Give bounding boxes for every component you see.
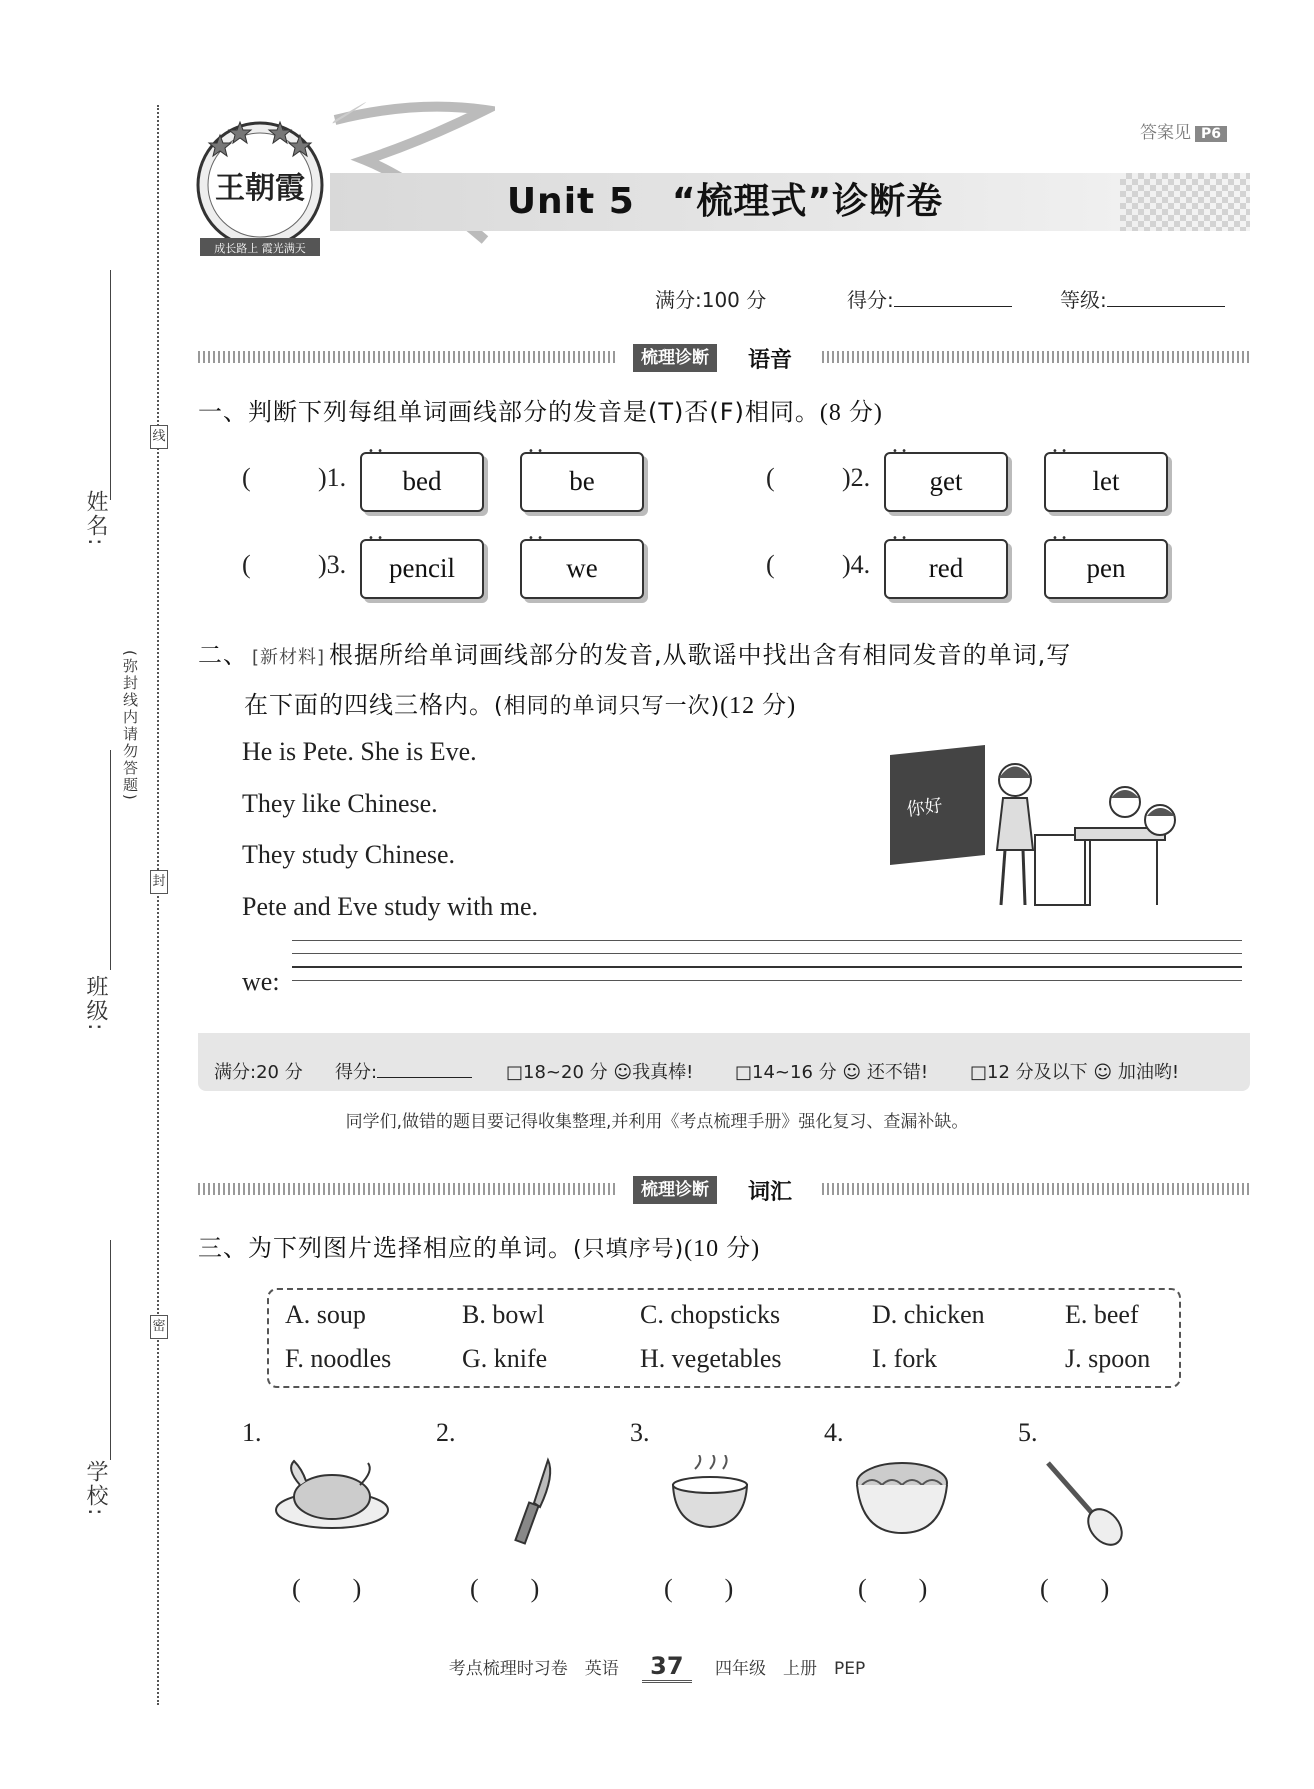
- option: H. vegetables: [640, 1344, 782, 1373]
- footer-left: 考点梳理时习卷 英语: [448, 1659, 619, 1679]
- answer-reference: 答案见 P6: [1140, 118, 1227, 143]
- seal-char-feng: 封: [150, 870, 168, 894]
- answer-blank-3[interactable]: ( ): [664, 1574, 734, 1603]
- q1-item3-answer[interactable]: (: [242, 550, 251, 579]
- soup-bowl-icon: [665, 1455, 755, 1535]
- word-card: • • be: [520, 452, 644, 512]
- q2-heading: 二、 [新材料] 根据所给单词画线部分的发音,从歌谣中找出含有相同发音的单词,写: [198, 641, 1072, 669]
- page-number: 37: [642, 1652, 691, 1683]
- q1-item4-num: )4.: [842, 550, 871, 579]
- option: G. knife: [462, 1344, 548, 1373]
- class-label: 班级:: [83, 975, 108, 1033]
- full-score: 满分:100 分: [655, 288, 767, 312]
- option: B. bowl: [462, 1300, 545, 1329]
- song-line: They like Chinese.: [242, 789, 438, 818]
- word-card: • • let: [1044, 452, 1168, 512]
- binding-dotted-line: [157, 105, 159, 1705]
- school-label: 学校:: [83, 1460, 108, 1518]
- section-tag: 梳理诊断: [633, 344, 717, 372]
- option: I. fork: [872, 1344, 937, 1373]
- band-rating-1[interactable]: □18~20 分 ☺我真棒!: [506, 1062, 694, 1083]
- option: J. spoon: [1065, 1344, 1151, 1373]
- song-line: Pete and Eve study with me.: [242, 892, 539, 921]
- q1-item1-num: )1.: [318, 463, 347, 492]
- band-rating-3[interactable]: □12 分及以下 ☺ 加油哟!: [970, 1062, 1180, 1083]
- q1-item2-num: )2.: [842, 463, 871, 492]
- q2-heading-line2: 在下面的四线三格内。(相同的单词只写一次)(12 分): [244, 691, 797, 719]
- answer-blank-4[interactable]: ( ): [858, 1574, 928, 1603]
- word-card: • • bed: [360, 452, 484, 512]
- score-field[interactable]: 得分:: [847, 284, 1012, 313]
- word-card: • • get: [884, 452, 1008, 512]
- picture-number: 1.: [242, 1418, 262, 1447]
- section-name: 词汇: [748, 1180, 793, 1205]
- song-line: They study Chinese.: [242, 840, 456, 869]
- word-card: • • pen: [1044, 539, 1168, 599]
- grade-field[interactable]: 等级:: [1060, 284, 1225, 313]
- picture-number: 5.: [1018, 1418, 1038, 1447]
- answer-blank-5[interactable]: ( ): [1040, 1574, 1110, 1603]
- name-line: [110, 270, 111, 500]
- seal-char-xian: 线: [150, 425, 168, 449]
- school-line: [110, 1240, 111, 1460]
- option: A. soup: [285, 1300, 366, 1329]
- smiley-icon: ☺: [613, 1062, 633, 1083]
- four-line-grid[interactable]: [292, 940, 1242, 993]
- section-rule-right: [822, 351, 1250, 363]
- option: D. chicken: [872, 1300, 985, 1329]
- svg-text:你好: 你好: [905, 795, 944, 821]
- song-line: He is Pete. She is Eve.: [242, 737, 477, 766]
- option: F. noodles: [285, 1344, 392, 1373]
- class-line: [110, 750, 111, 970]
- answer-blank-2[interactable]: ( ): [470, 1574, 540, 1603]
- spoon-icon: [1040, 1455, 1130, 1550]
- title-checker-pattern: [1120, 173, 1250, 231]
- band-full: 满分:20 分: [214, 1062, 303, 1083]
- word-card: • • pencil: [360, 539, 484, 599]
- page-footer: [0, 1652, 1314, 1683]
- new-material-tag: [新材料]: [252, 647, 326, 668]
- option: C. chopsticks: [640, 1300, 781, 1329]
- q1-item3-num: )3.: [318, 550, 347, 579]
- smile-icon: ☺: [842, 1062, 862, 1083]
- q1-item1-answer[interactable]: (: [242, 463, 251, 492]
- we-answer-label: we:: [242, 967, 280, 996]
- section-rule-left: [198, 351, 618, 363]
- svg-text:王朝霞: 王朝霞: [215, 171, 305, 206]
- knife-icon: [500, 1455, 560, 1550]
- picture-number: 2.: [436, 1418, 456, 1447]
- section-name: 语音: [748, 348, 793, 373]
- roast-chicken-icon: [272, 1455, 392, 1535]
- option: E. beef: [1065, 1300, 1139, 1329]
- name-label: 姓名:: [83, 490, 108, 548]
- cheer-icon: ☺: [1093, 1062, 1113, 1083]
- band-score-field[interactable]: 得分:: [335, 1058, 472, 1084]
- q1-heading: 一、判断下列每组单词画线部分的发音是(T)否(F)相同。(8 分): [198, 398, 883, 426]
- seal-notice: (弥封线内请勿答题): [121, 650, 139, 802]
- answer-blank-1[interactable]: ( ): [292, 1574, 362, 1603]
- q3-heading: 三、为下列图片选择相应的单词。(只填序号)(10 分): [198, 1234, 761, 1262]
- classroom-illustration: [885, 740, 1195, 920]
- word-card: • • red: [884, 539, 1008, 599]
- page-title: Unit 5 “梳理式”诊断卷: [506, 181, 944, 222]
- picture-number: 4.: [824, 1418, 844, 1447]
- section-rule-right: [822, 1183, 1250, 1195]
- review-note: 同学们,做错的题目要记得收集整理,并利用《考点梳理手册》强化复习、查漏补缺。: [345, 1112, 969, 1132]
- section-rule-left: [198, 1183, 618, 1195]
- band-rating-2[interactable]: □14~16 分 ☺ 还不错!: [735, 1062, 929, 1083]
- footer-right: 四年级 上册 PEP: [714, 1659, 866, 1679]
- answer-page-badge: P6: [1195, 126, 1227, 142]
- seal-char-mi: 密: [150, 1315, 168, 1339]
- q1-item2-answer[interactable]: (: [766, 463, 775, 492]
- word-card: • • we: [520, 539, 644, 599]
- section-tag: 梳理诊断: [633, 1176, 717, 1204]
- noodles-icon: [852, 1455, 952, 1540]
- picture-number: 3.: [630, 1418, 650, 1447]
- q1-item4-answer[interactable]: (: [766, 550, 775, 579]
- svg-text:成长路上 霞光满天: 成长路上 霞光满天: [214, 242, 306, 255]
